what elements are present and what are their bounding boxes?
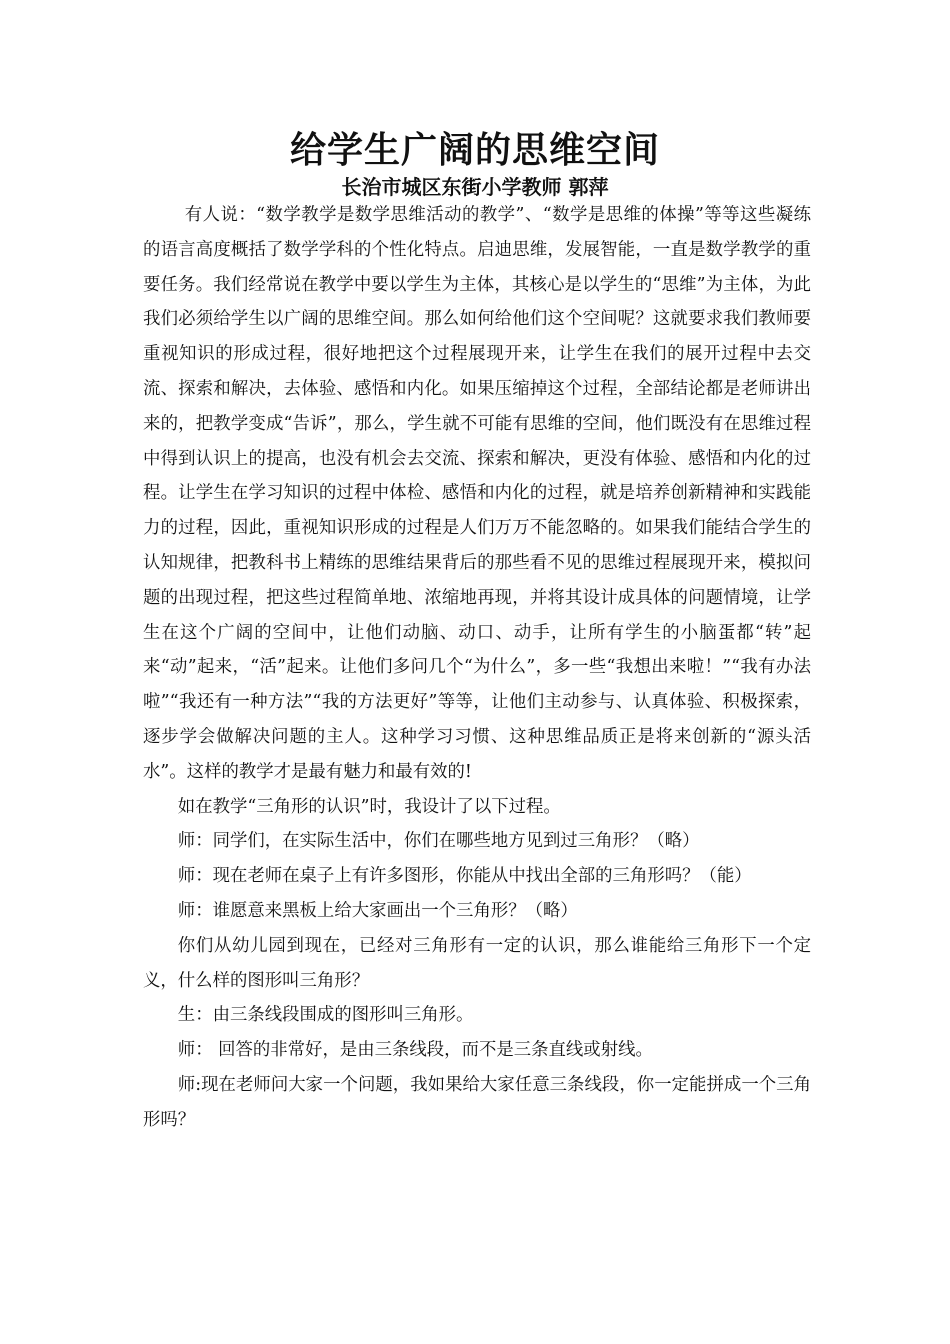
document-body — [143, 198, 811, 1138]
paragraph: 师： 回答的非常好，是由三条线段，而不是三条直线或射线。 — [177, 1040, 653, 1061]
paragraph: 师：同学们，在实际生活中，你们在哪些地方见到过三角形？（略） — [177, 831, 700, 852]
page-title: 给学生广阔的思维空间 — [289, 129, 660, 171]
paragraph: 师：谁愿意来黑板上给大家画出一个三角形？（略） — [177, 900, 578, 921]
paragraph: 你们从幼儿园到现在，已经对三角形有一定的认识，那么谁能给三角形下一个定义，什么样的图形叫三角形？ — [143, 935, 811, 991]
paragraph: 有人说：“数学教学是数学思维活动的教学”、“数学是思维的体操”等等这些凝练的语言高度概括了数学学科的个性化特点。启迪思维，发展智能，一直是数学教学的重要任务。我们经常说在教学中要以学生为主体，其核心是以学生的“思维”为主体，为此我们必须给学生以广阔的思维空间。那么如何给他们这个空间呢？这就要求我们教师要重视知识的形成过程，很好地把这个过程展现开来，让学生在我们的展开过程中去交流、探索和解决，去体验、感悟和内化。如果压缩掉这个过程，全部结论都是老师讲出来的，把教学变成“告诉”，那么，学生就不可能有思维的空间，他们既没有在思维过程中得到认识上的提高，也没有机会去交流、探索和解决，更没有体验、感悟和内化的过程。让学生在学习知识的过程中体检、感悟和内化的过程，就是培养创新精神和实践能力的过程，因此，重视知识形成的过程是人们万万不能忽略的。如果我们能结合学生的认知规律，把教科书上精练的思维结果背后的那些看不见的思维过程展现开来，模拟问题的出现过程，把这些过程简单地、浓缩地再现，并将其设计成具体的问题情境，让学生在这个广阔的空间中，让他们动脑、动口、动手，让所有学生的小脑蛋都“转”起来“动”起来，“活”起来。让他们多问几个“为什么”，多一些“我想出来啦！”“我有办法啦”“我还有一种方法”“我的方法更好”等等，让他们主动参与、认真体验、积极探索，逐步学会做解决问题的主人。这种学习习惯、这种思维品质正是将来创新的“源头活水”。这样的教学才是最有魅力和最有效的! — [143, 205, 811, 782]
author-line: 长治市城区东街小学教师 郭萍 — [341, 175, 609, 199]
paragraph: 师：现在老师在桌子上有许多图形，你能从中找出全部的三角形吗？（能） — [177, 866, 752, 887]
paragraph: 生：由三条线段围成的图形叫三角形。 — [177, 1005, 474, 1026]
paragraph: 师:现在老师问大家一个问题，我如果给大家任意三条线段，你一定能拼成一个三角形吗？ — [143, 1074, 811, 1130]
paragraph: 如在教学“三角形的认识”时，我设计了以下过程。 — [177, 796, 561, 817]
